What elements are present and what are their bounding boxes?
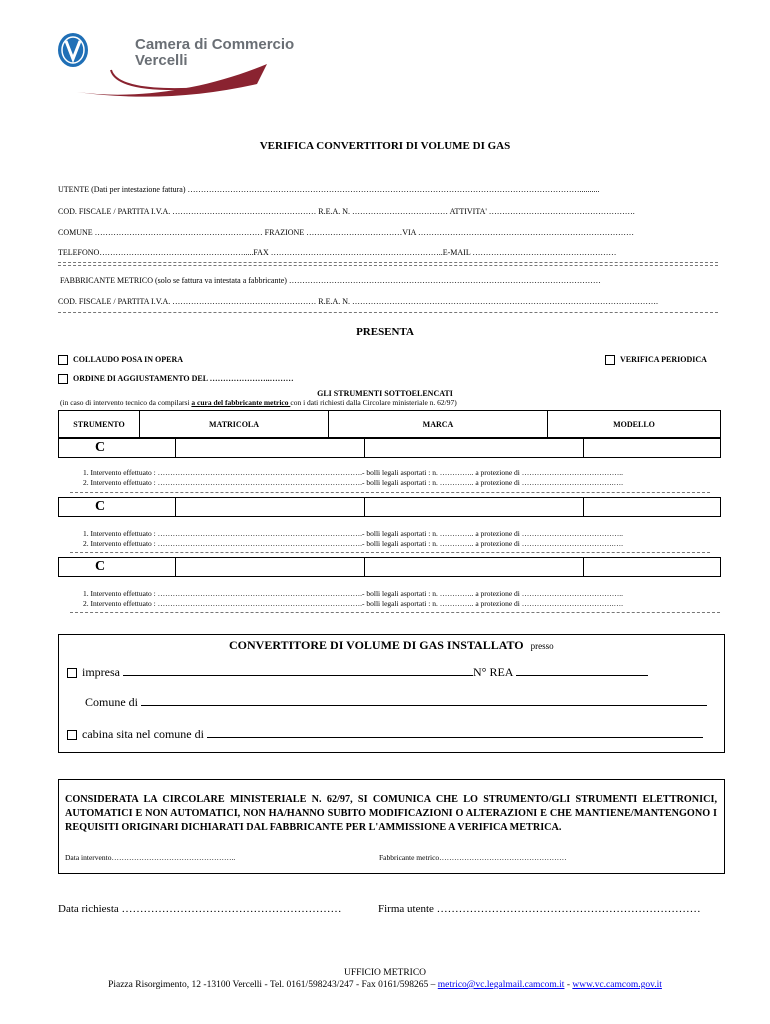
modello-cell[interactable] [584,498,721,517]
footer-email-link[interactable]: metrico@vc.legalmail.camcom.it [437,980,565,990]
footer-sep: - [564,980,573,990]
impresa-row[interactable] [67,665,648,680]
statement-section [58,779,725,874]
strumento-cell[interactable]: C [59,558,176,577]
modello-cell[interactable] [584,558,721,577]
footer-address: Piazza Risorgimento, 12 -13100 Vercelli - Tel. 0161/598243/247 - Fax 0161/598265 – [108,980,438,990]
instruments-heading: GLI STRUMENTI SOTTOELENCATI [317,389,453,398]
logo [55,30,295,100]
marca-cell[interactable] [365,498,584,517]
rea-label: N° REA [473,665,513,679]
instruments-note-pre: (in caso di intervento tecnico da compilarsi [60,398,192,407]
divider [58,262,718,263]
option-verifica[interactable] [605,355,707,365]
comune-label: Comune di [85,695,138,709]
impresa-label: impresa [82,665,120,679]
installed-presso: presso [530,641,554,651]
checkbox-icon[interactable] [58,355,68,365]
divider [58,312,718,313]
instruments-note-post: con i dati richiesti dalla Circolare ministeriale n. 62/97) [290,398,457,407]
user-line-1[interactable]: UTENTE (Dati per intestazione fattura) ………………………………………………………………………………………………………………………………….......... [58,185,600,194]
statement-text: CONSIDERATA LA CIRCOLARE MINISTERIALE N. 62/97, SI COMUNICA CHE LO STRUMENTO/GLI STRUMENTI ELETTRONICI, AUTOMATICI E NON AUTOMATICI, NON HA/HANNO SUBITO MODIFICAZIONI O ALTERAZIONI E CHE MANTIENE/MANTENGONO I REQUISITI ORIGINARI DICHIARATI DAL FABBRICANTE PER L'AMMISSIONE A VERIFICA METRICA. [65,794,717,833]
user-line-3[interactable]: COMUNE ……………………………………………………… FRAZIONE ………………………………VIA ……………………………………………………………………… [58,228,634,237]
user-line-2[interactable]: COD. FISCALE / PARTITA I.V.A. ……………………………………………… R.E.A. N. ……………………………… ATTIVITA' ………………………………………………. [58,207,635,216]
manufacturer-line-1[interactable]: FABBRICANTE METRICO (solo se fattura va intestata a fabbricante) ……………………………………………………………………………………………………… [60,276,601,285]
footer-office: UFFICIO METRICO [343,968,427,978]
data-intervento-field[interactable]: Data intervento………………………………………….. [65,853,236,862]
checkbox-icon[interactable] [58,374,68,384]
instrument-table-header [58,410,721,438]
manufacturer-line-2[interactable]: COD. FISCALE / PARTITA I.V.A. ……………………………………………… R.E.A. N. ……………………………………………………………………………………………………. [58,297,659,306]
checkbox-icon[interactable] [605,355,615,365]
marca-cell[interactable] [365,558,584,577]
col-strumento: STRUMENTO [59,411,140,438]
strumento-cell[interactable]: C [59,439,176,458]
divider [58,265,718,266]
intervento-line[interactable]: 1. Intervento effettuato : ……………………………………………………………………….- bolli legali asportati : n. ………….. a protezione di ………………………………….. [83,529,624,538]
intervento-line[interactable]: 2. Intervento effettuato : ……………………………………………………………………….- bolli legali asportati : n. ………….. a protezione di ……………………………….…. [83,539,624,548]
footer-web-link[interactable]: www.vc.camcom.gov.it [572,980,662,990]
checkbox-icon[interactable] [67,668,77,678]
intervento-line[interactable]: 2. Intervento effettuato : ……………………………………………………………………….- bolli legali asportati : n. ………….. a protezione di ……………………………….…. [83,478,624,487]
user-line-4[interactable]: TELEFONO……………………………………………….....FAX ………………………………………………………..E-MAIL ……………………………………………… [58,248,617,257]
matricola-cell[interactable] [176,558,365,577]
marca-cell[interactable] [365,439,584,458]
intervento-line[interactable]: 1. Intervento effettuato : ……………………………………………………………………….- bolli legali asportati : n. ………….. a protezione di ………………………………….. [83,589,624,598]
intervento-line[interactable]: 2. Intervento effettuato : ……………………………………………………………………….- bolli legali asportati : n. ………….. a protezione di ……………………………….…. [83,599,624,608]
installed-title [229,638,554,653]
rea-field[interactable] [516,675,648,676]
matricola-cell[interactable] [176,439,365,458]
col-modello: MODELLO [548,411,721,438]
option-ordine-label: ORDINE DI AGGIUSTAMENTO DEL …………………..……… [73,374,294,383]
fabbricante-field[interactable]: Fabbricante metrico…………………………………………… [379,853,567,862]
instrument-row[interactable] [58,438,721,458]
cabina-row[interactable] [67,727,703,742]
intervento-line[interactable]: 1. Intervento effettuato : ……………………………………………………………………….- bolli legali asportati : n. ………….. a protezione di ………………………………….. [83,468,624,477]
col-matricola: MATRICOLA [140,411,329,438]
data-richiesta-field[interactable]: Data richiesta …………………………………………………… [58,903,342,915]
cabina-field[interactable] [207,737,703,738]
option-collaudo-label: COLLAUDO POSA IN OPERA [73,355,184,364]
logo-text-line2: Vercelli [135,52,188,69]
comune-field[interactable] [141,705,707,706]
matricola-cell[interactable] [176,498,365,517]
page-title: VERIFICA CONVERTITORI DI VOLUME DI GAS [259,140,511,152]
strumento-cell[interactable]: C [59,498,176,517]
modello-cell[interactable] [584,439,721,458]
firma-utente-field[interactable]: Firma utente ……………………………………………………………… [378,903,701,915]
col-marca: MARCA [329,411,548,438]
logo-text-line1: Camera di Commercio [135,36,295,53]
instrument-row[interactable] [58,497,721,517]
instruments-note [60,398,457,407]
comune-row[interactable] [85,695,707,710]
divider [70,612,720,613]
divider [70,492,710,493]
checkbox-icon[interactable] [67,730,77,740]
instruments-note-underlined: a cura del fabbricante metrico [191,398,291,407]
instrument-row[interactable] [58,557,721,577]
cabina-label: cabina sita nel comune di [82,727,204,741]
option-collaudo[interactable] [58,355,183,365]
presenta-heading: PRESENTA [356,326,414,338]
option-verifica-label: VERIFICA PERIODICA [620,355,707,364]
option-ordine[interactable] [58,374,294,384]
impresa-field[interactable] [123,675,473,676]
divider [70,552,710,553]
footer-address-line [0,980,770,990]
installed-section [58,634,725,753]
installed-title-text: CONVERTITORE DI VOLUME DI GAS INSTALLATO [229,638,524,652]
